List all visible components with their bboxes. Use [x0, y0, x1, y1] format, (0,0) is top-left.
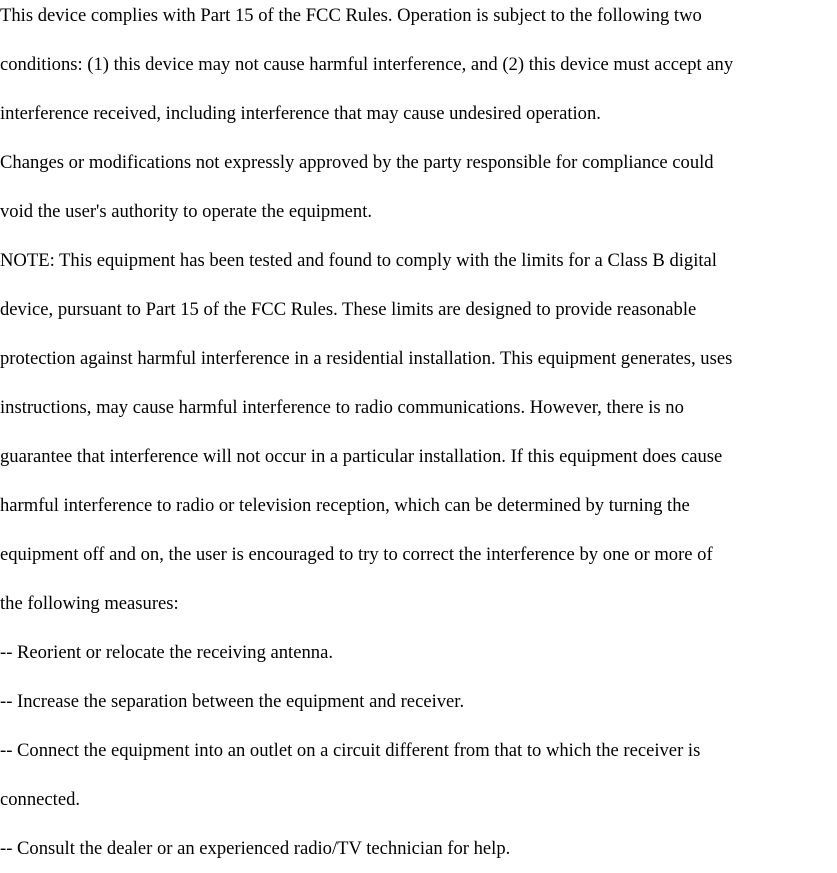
measure-reorient-antenna	[0, 628, 837, 677]
text-line: conditions: (1) this device may not cause harmful interference, and (2) this device must accept any	[0, 54, 734, 75]
text-line: the following measures:	[0, 593, 179, 614]
text-line: Changes or modifications not expressly approved by the party responsible for compliance could	[0, 152, 714, 173]
text-line: -- Reorient or relocate the receiving antenna.	[0, 642, 333, 663]
measure-different-circuit	[0, 726, 837, 824]
measure-increase-separation	[0, 677, 837, 726]
paragraph-modifications-warning	[0, 138, 837, 236]
text-line: interference received, including interference that may cause undesired operation.	[0, 103, 601, 124]
text-line: device, pursuant to Part 15 of the FCC Rules. These limits are designed to provide reasonable	[0, 299, 697, 320]
text-line: protection against harmful interference in a residential installation. This equipment generates, uses	[0, 348, 733, 369]
text-line: connected.	[0, 789, 81, 810]
paragraph-fcc-compliance	[0, 0, 837, 138]
text-line: void the user's authority to operate the equipment.	[0, 201, 373, 222]
text-line: -- Increase the separation between the equipment and receiver.	[0, 691, 465, 712]
text-line: -- Connect the equipment into an outlet on a circuit different from that to which the receiver is	[0, 740, 701, 761]
text-line: instructions, may cause harmful interference to radio communications. However, there is no	[0, 397, 684, 418]
paragraph-class-b-note	[0, 236, 837, 628]
text-line: -- Consult the dealer or an experienced radio/TV technician for help.	[0, 838, 511, 859]
text-line: equipment off and on, the user is encouraged to try to correct the interference by one or more of	[0, 544, 713, 565]
text-line: NOTE: This equipment has been tested and found to comply with the limits for a Class B digital	[0, 250, 717, 271]
text-line: guarantee that interference will not occur in a particular installation. If this equipment does cause	[0, 446, 723, 467]
measure-consult-dealer	[0, 824, 837, 873]
text-line: This device complies with Part 15 of the FCC Rules. Operation is subject to the following two	[0, 5, 702, 26]
text-line: harmful interference to radio or television reception, which can be determined by turning the	[0, 495, 690, 516]
